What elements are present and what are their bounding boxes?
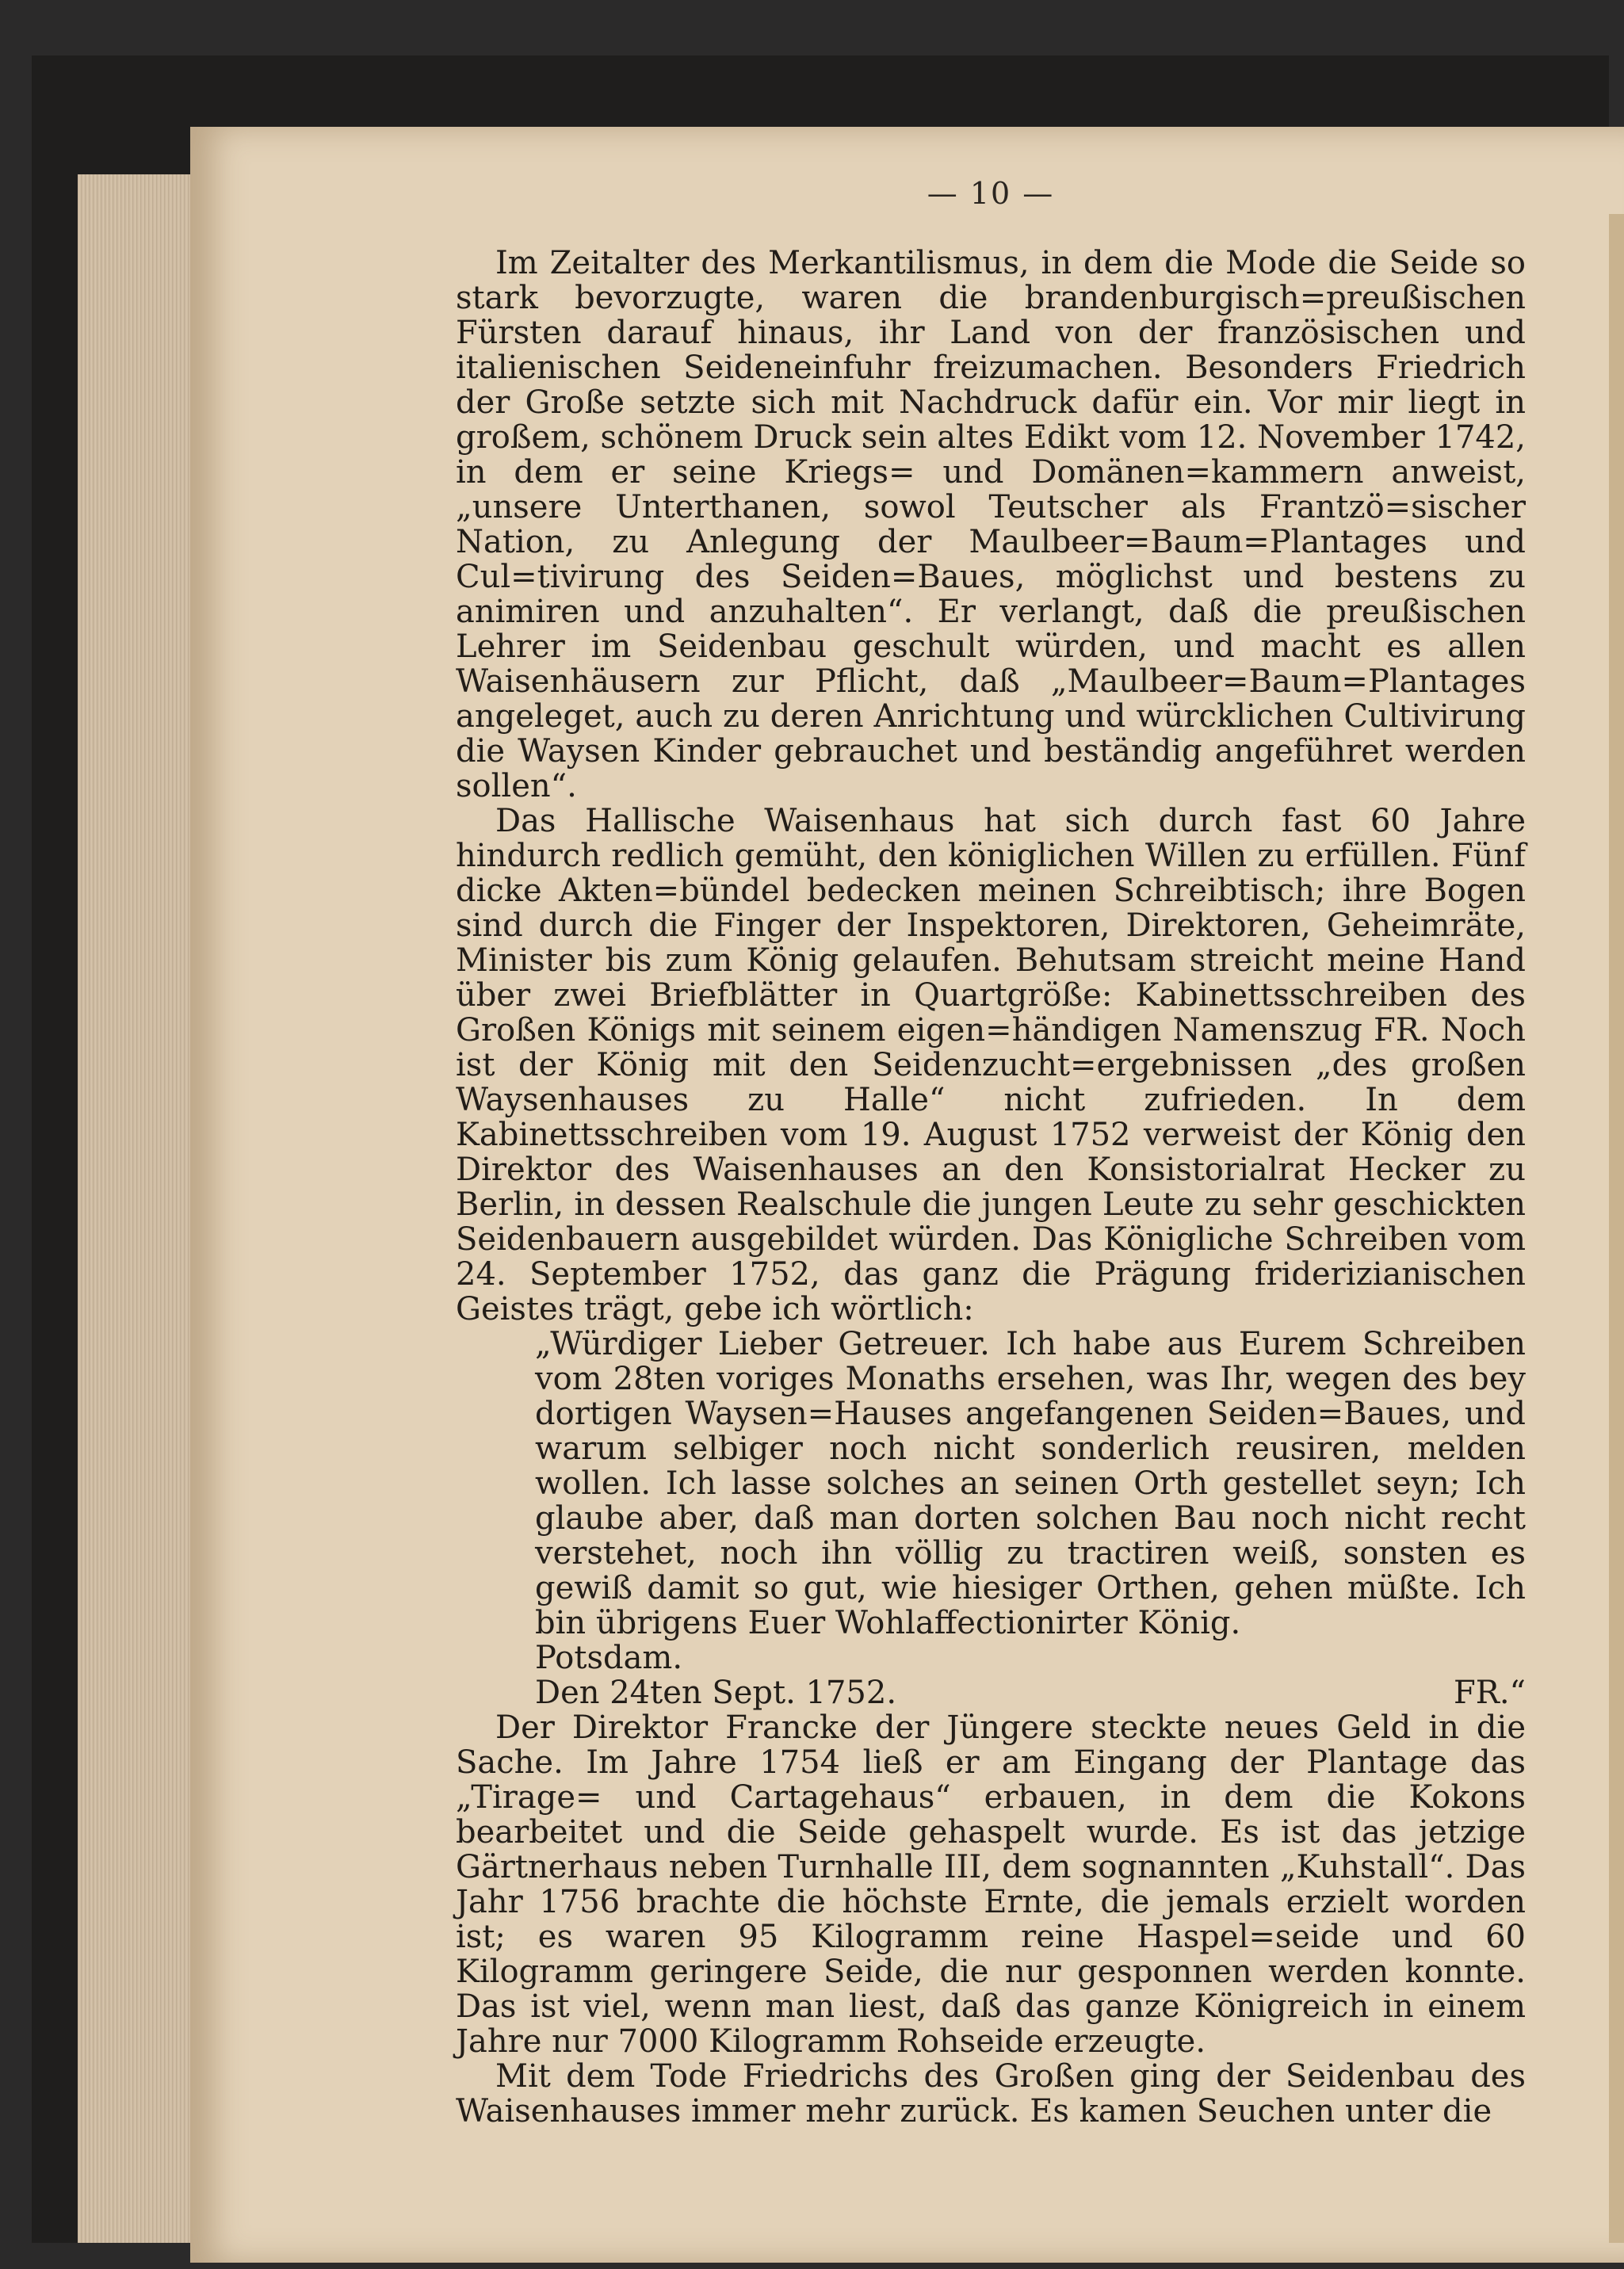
paragraph-3: Der Direktor Francke der Jüngere steckte neues Geld in die Sache. Im Jahre 1754 ließ er am Eingang der Plantage das „Tirage= und Cartagehaus“ erbauen, in dem die Kokons bearbeitet und die Seide gehaspelt wurde. Es ist das jetzige Gärtnerhaus neben Turnhalle III, dem sognannten „Kuhstall“. Das Jahr 1756 brachte die höchste Ernte, die jemals erzielt worden ist; es waren 95 Kilogramm reine Haspel=seide und 60 Kilogramm geringere Seide, die nur gesponnen werden konnte. Das ist viel, wenn man liest, daß das ganze Königreich in einem Jahre nur 7000 Kilogramm Rohseide erzeugte. <box>456 1709 1526 2060</box>
paragraph-1: Im Zeitalter des Merkantilismus, in dem die Mode die Seide so stark bevorzugte, waren die brandenburgisch=preußischen Fürsten darauf hinaus, ihr Land von der französischen und italienischen Seideneinfuhr freizumachen. Besonders Friedrich der Große setzte sich mit Nachdruck dafür ein. Vor mir liegt in großem, schönem Druck sein altes Edikt vom 12. November 1742, in dem er seine Kriegs= und Domänen=kammern anweist, „unsere Unterthanen, sowol Teutscher als Frantzö=sischer Nation, zu Anlegung der Maulbeer=Baum=Plantages und Cul=tivirung des Seiden=Baues, möglichst und bestens zu animiren und anzuhalten“. Er verlangt, daß die preußischen Lehrer im Seidenbau geschult würden, und macht es allen Waisenhäusern zur Pflicht, daß „Maulbeer=Baum=Plantages angeleget, auch zu deren Anrichtung und würcklichen Cultivirung die Waysen Kinder gebrauchet und beständig angeführet werden sollen“. <box>456 245 1526 804</box>
letter-date: Den 24ten Sept. 1752. <box>535 1675 897 1711</box>
letter-place: Potsdam. <box>535 1640 683 1676</box>
letter-text: Ich habe aus Eurem Schreiben vom 28ten voriges Monaths ersehen, was Ihr, wegen des bey dortigen Waysen=Hauses angefangenen Seiden=Baues, und warum selbiger noch nicht sonderlich reusiren, melden wollen. Ich lasse solches an seinen Orth gestellet seyn; Ich glaube aber, daß man dorten solchen Bau noch nicht recht verstehet, noch ihn völlig zu tractiren weiß, sonsten es gewiß damit so gut, wie hiesiger Orthen, gehen müßte. Ich bin übrigens Euer Wohlaffectionirter König. <box>535 1326 1526 1641</box>
letter-salutation: „Würdiger Lieber Getreuer. <box>535 1326 990 1362</box>
page-number: — 10 — <box>927 176 1055 211</box>
page-text <box>456 246 1526 2129</box>
paragraph-2: Das Hallische Waisenhaus hat sich durch fast 60 Jahre hindurch redlich gemüht, den königlichen Willen zu erfüllen. Fünf dicke Akten=bündel bedecken meinen Schreibtisch; ihre Bogen sind durch die Finger der Inspektoren, Direktoren, Geheimräte, Minister bis zum König gelaufen. Behutsam streicht meine Hand über zwei Briefblätter in Quartgröße: Kabinettsschreiben des Großen Königs mit seinem eigen=händigen Namenszug FR. Noch ist der König mit den Seidenzucht=ergebnissen „des großen Waysenhauses zu Halle“ nicht zufrieden. In dem Kabinettsschreiben vom 19. August 1752 verweist der König den Direktor des Waisenhauses an den Konsistorialrat Hecker zu Berlin, in dessen Realschule die jungen Leute zu sehr geschickten Seidenbauern ausgebildet würden. Das Königliche Schreiben vom 24. September 1752, das ganz die Prägung friderizianischen Geistes trägt, gebe ich wörtlich: <box>456 803 1526 1327</box>
quoted-letter <box>535 1327 1526 1710</box>
paragraph-4: Mit dem Tode Friedrichs des Großen ging der Seidenbau des Waisenhauses immer mehr zurück. Es kamen Seuchen unter die <box>456 2058 1526 2130</box>
letter-body <box>535 1327 1526 1641</box>
page-right-edge <box>1609 214 1624 2243</box>
letter-signature: FR.“ <box>1453 1675 1526 1711</box>
letter-date-signature <box>535 1675 1526 1710</box>
